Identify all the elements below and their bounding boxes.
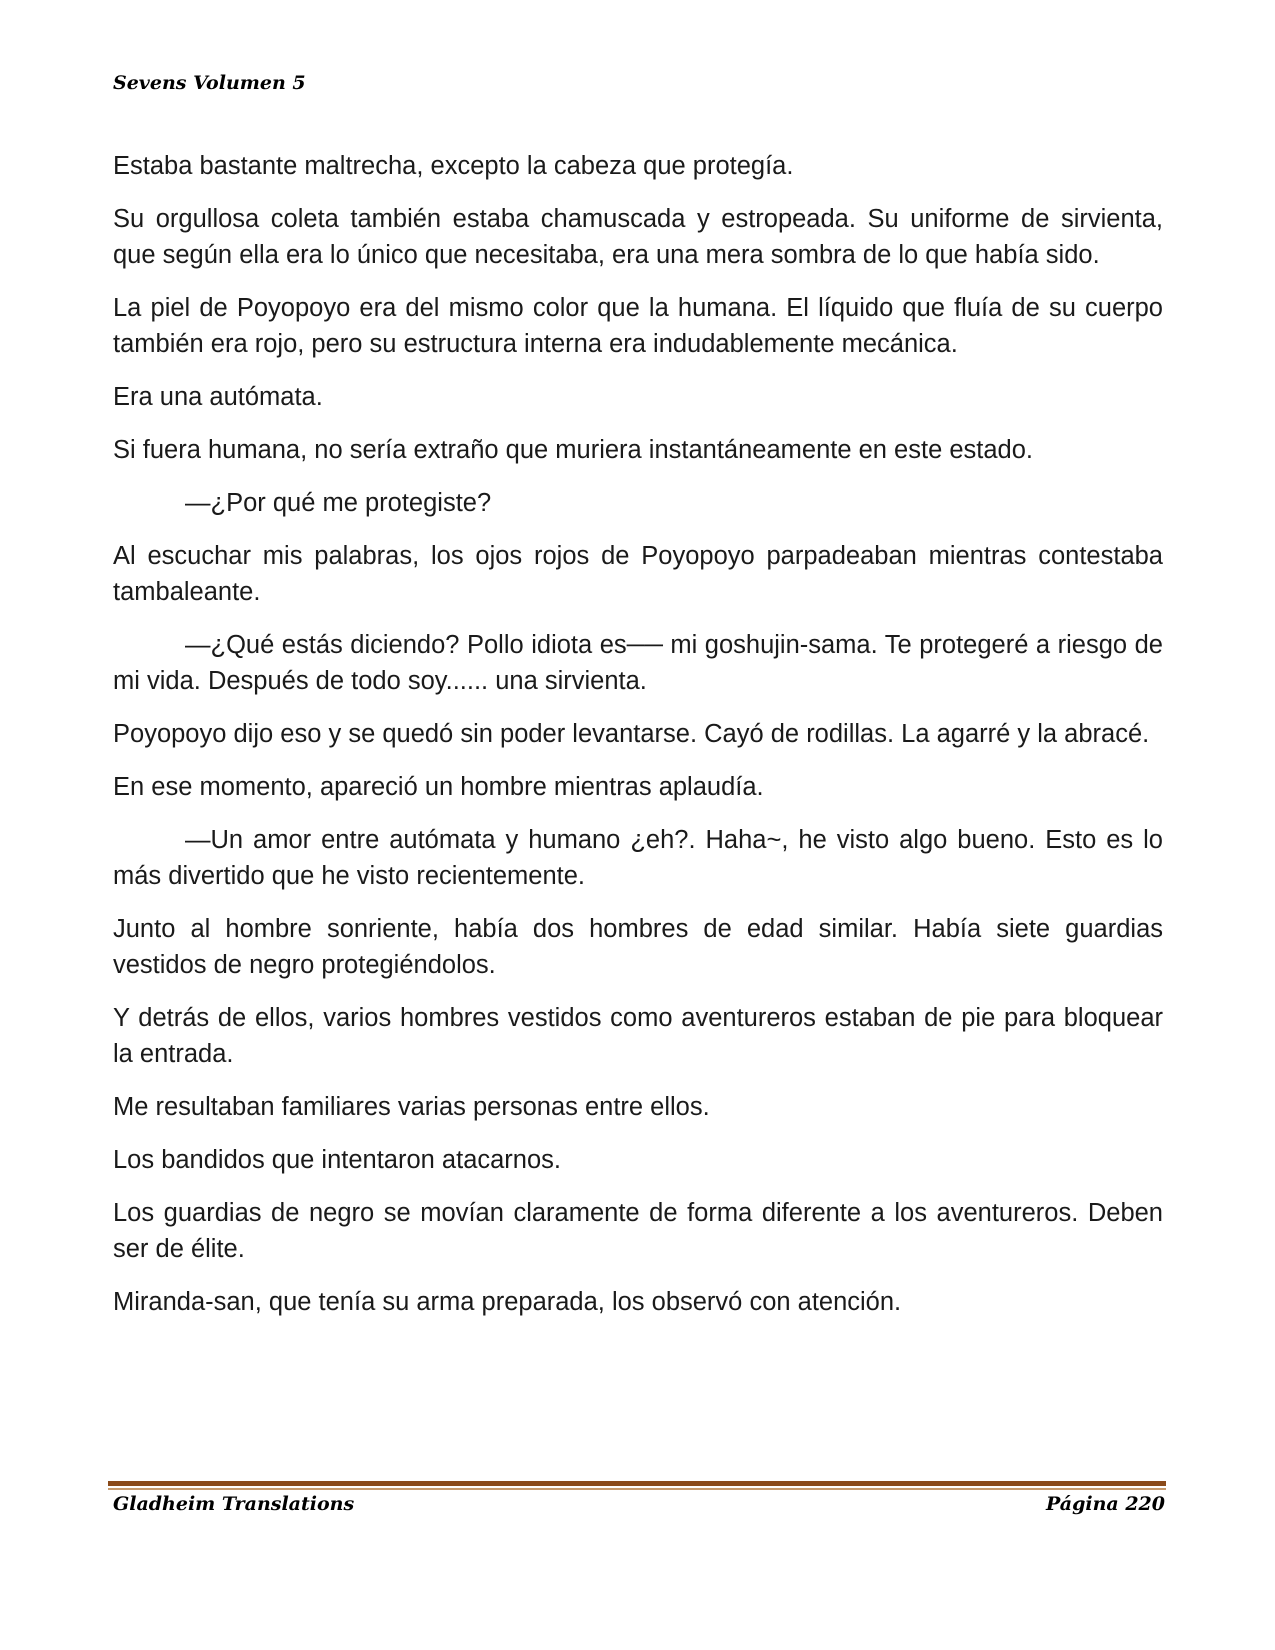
paragraph-6: Al escuchar mis palabras, los ojos rojos de Poyopoyo parpadeaban mientras contestaba tambaleante. (113, 542, 1163, 606)
paragraph-4: Era una autómata. (113, 383, 323, 411)
page-header-title: Sevens Volumen 5 (113, 72, 306, 94)
paragraph-10: Y detrás de ellos, varios hombres vestidos como aventureros estaban de pie para bloquear la entrada. (113, 1004, 1163, 1068)
footer-page-number: Página 220 (1046, 1493, 1165, 1515)
paragraph-3: La piel de Poyopoyo era del mismo color que la humana. El líquido que fluía de su cuerpo también era rojo, pero su estructura interna era indudablemente mecánica. (113, 294, 1163, 358)
dialogue-2: —¿Qué estás diciendo? Pollo idiota es── mi goshujin-sama. Te protegeré a riesgo de mi vida. Después de todo soy...... una sirvienta. (113, 631, 1163, 695)
paragraph-11: Me resultaban familiares varias personas entre ellos. (113, 1093, 710, 1121)
paragraph-5: Si fuera humana, no sería extraño que muriera instantáneamente en este estado. (113, 436, 1033, 464)
footer-rule-thin (108, 1488, 1166, 1490)
footer-rule (108, 1481, 1166, 1490)
dialogue-1: —¿Por qué me protegiste? (185, 489, 492, 517)
body-text (113, 148, 1163, 1337)
paragraph-13: Los guardias de negro se movían claramente de forma diferente a los aventureros. Deben ser de élite. (113, 1199, 1163, 1263)
paragraph-8: En ese momento, apareció un hombre mientras aplaudía. (113, 773, 764, 801)
paragraph-2: Su orgullosa coleta también estaba chamuscada y estropeada. Su uniforme de sirvienta, que según ella era lo único que necesitaba, era una mera sombra de lo que había sido. (113, 205, 1163, 269)
dialogue-3: —Un amor entre autómata y humano ¿eh?. Haha~, he visto algo bueno. Esto es lo más divertido que he visto recientemente. (113, 826, 1163, 890)
paragraph-14: Miranda-san, que tenía su arma preparada, los observó con atención. (113, 1288, 902, 1316)
footer-rule-thick (108, 1481, 1166, 1486)
footer-translator: Gladheim Translations (113, 1493, 355, 1515)
paragraph-7: Poyopoyo dijo eso y se quedó sin poder levantarse. Cayó de rodillas. La agarré y la abracé. (113, 720, 1150, 748)
paragraph-1: Estaba bastante maltrecha, excepto la cabeza que protegía. (113, 152, 794, 180)
paragraph-9: Junto al hombre sonriente, había dos hombres de edad similar. Había siete guardias vestidos de negro protegiéndolos. (113, 915, 1163, 979)
paragraph-12: Los bandidos que intentaron atacarnos. (113, 1146, 561, 1174)
